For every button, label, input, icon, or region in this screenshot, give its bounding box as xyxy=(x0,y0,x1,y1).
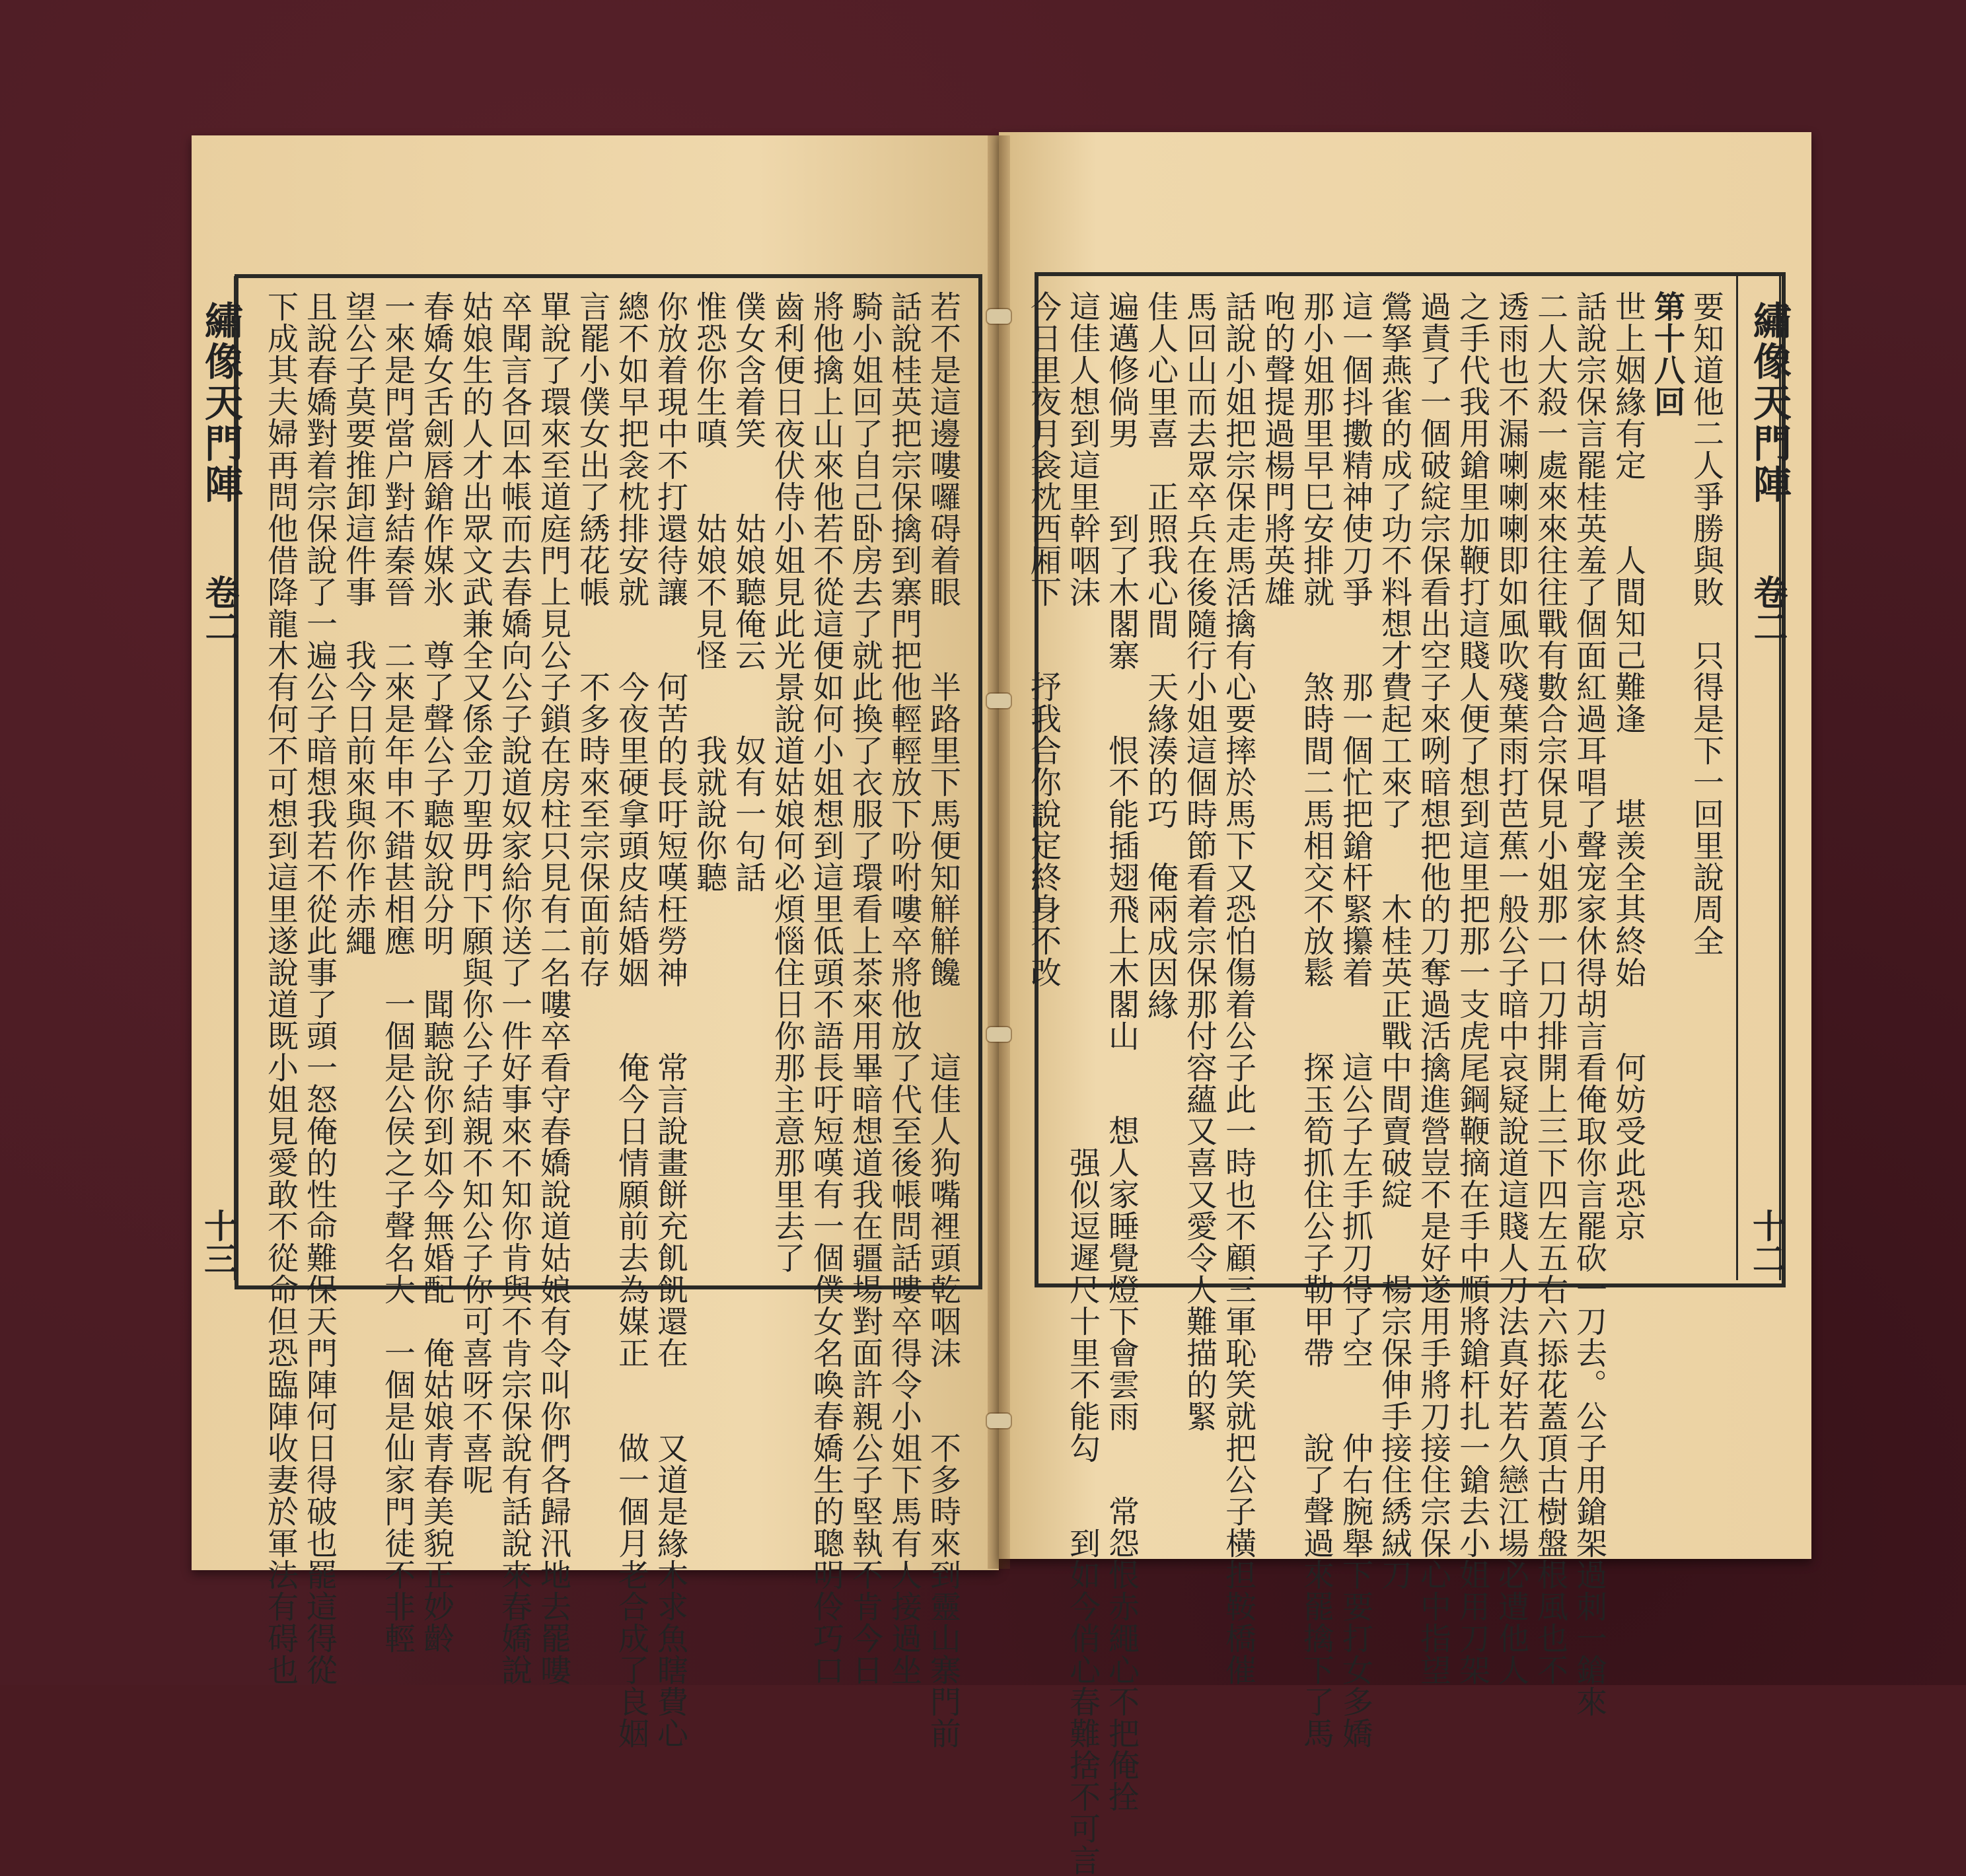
text-column: 話說桂英把宗保擒到寨門把他輕輕放下吩咐嘍卒將他放了代至後帳問話嘍卒得令小姐下馬有人接過坐 xyxy=(886,291,922,1686)
text-column: 透雨也不漏喇喇喇即如風吹殘葉雨打芭蕉一般公子暗中哀疑說道這賤人刀法真好若久戀江場必遭他人 xyxy=(1493,291,1529,1686)
right-page-text xyxy=(1025,291,1726,1876)
right-page-number: 十二 xyxy=(1747,1209,1786,1275)
left-page-text xyxy=(246,291,963,1749)
text-column: 這佳人想到這里幹咽沫 强似逗遲尺十里不能勾 到如今俏心春難捨不可言 xyxy=(1064,291,1101,1876)
text-column: 今日里夜月衾枕西厢下 抒我合你說定終身不改 xyxy=(1025,291,1062,988)
text-column: 若不是這邊嘍囉碍着眼 半路里下馬便知觧觧饞 這佳人狗嘴裡頭乾咽沫 不多時來到靈山寨門前 xyxy=(925,291,961,1749)
text-column: 姑娘生的人才出眾文武兼全又係金刀聖毋門下願與你公子結親不知公子你可喜呀不喜呢 xyxy=(457,291,493,1496)
text-column: 鶯拏燕雀的成了功不料想才費起工來了 木桂英正戰中間賣破綻 楊宗保伸手接住綉絨刀 xyxy=(1376,291,1412,1591)
text-column: 言罷小僕女出了綉花帳 不多時來至宗保面前存 xyxy=(574,291,610,988)
text-column: 之手代我用鎗里加鞭打這賤人便了想到這里把那一支虎尾鋼鞭摘在手中順將鎗杆扎一鎗去小姐用刀架 xyxy=(1454,291,1490,1686)
text-column: 騎小姐回了自己卧房去了就此換了衣服了環看上茶來用畢暗想道我在疆場對面許親公子堅執不肯今日 xyxy=(847,291,883,1686)
text-column: 要知道他二人爭勝與敗 只得是下一回里說周全 xyxy=(1688,291,1724,956)
text-column: 過責了一個破綻宗保看出空子來咧暗想把他的刀奪過活擒進營豈不是好遂用手將刀接住宗保心中指望 xyxy=(1415,291,1451,1686)
text-column: 齒利便日夜伏侍小姐見此光景說道姑娘何必煩惱住日你那主意那里去了 xyxy=(769,291,805,1274)
left-master-title: 繡像天門陣 xyxy=(198,301,243,505)
text-column: 望公子莫要推卸這件事 我今日前來與你作赤繩 xyxy=(340,291,377,956)
text-column: 佳人心里喜 正照我心間 天緣湊的巧 俺兩成因緣 xyxy=(1142,291,1179,1020)
right-volume-label: 卷二 xyxy=(1747,575,1788,643)
text-column: 這一個抖擻精神使刀爭 那一個忙把鎗杆緊攥着 這公子左手抓刀得了空 仲右腕舉下要打女多嬌 xyxy=(1337,291,1373,1749)
text-column: 下成其夫婦再問他借降龍木有何不可想到這里遂說道既小姐見愛敢不從命但恐臨陣收妻於軍法有碍也 xyxy=(262,291,299,1686)
binding-stitch xyxy=(987,1414,1011,1428)
text-column: 且說春嬌對着宗保說了一遍公子暗想我若不從此事了頭一怒俺的性命難保天門陣何日得破也罷這得從 xyxy=(301,291,338,1686)
left-page-number: 十三 xyxy=(199,1209,238,1275)
binding-stitch xyxy=(987,309,1011,324)
text-column: 總不如早把衾枕排安就 今夜里硬拿頭皮結婚姻 俺今日情願前去為媒正 做一個月老合成了良姻 xyxy=(613,291,649,1749)
text-column: 話說宗保言罷桂英羞了個面紅過耳唱了聲宠家休得胡言看俺取你言罷砍一刀去。公子用鎗架過刺一鎗來 xyxy=(1571,291,1607,1717)
right-master-title: 繡像天門陣 xyxy=(1747,301,1792,505)
text-column: 將他擒上山來他若不從這便如何小姐想到這里低頭不語長吁短嘆有一個僕女名喚春嬌生的聰明伶巧口 xyxy=(808,291,844,1686)
text-column: 二人大殺一處來來往往戰有數合宗保見小姐那一口刀排開上三下四左五右六掭花蓋頂古樹盤根風也不 xyxy=(1532,291,1568,1686)
left-volume-label: 卷二 xyxy=(199,575,239,643)
book-spine xyxy=(988,135,1010,1569)
text-column: 卒聞言各回本帳而去春嬌向公子說道奴家給你送了一件好事來不知你肯與不肯宗保說有話說來春嬌說 xyxy=(496,291,532,1686)
text-column: 馬回山而去眾卒兵在後隨行小姐這個時節看着宗保那付容蘊又喜又愛令人難描的緊 xyxy=(1181,291,1218,1432)
text-column: 春嬌女舌劍唇鎗作媒氷 尊了聲公子聽奴說分明 聞聽說你到如今無婚配 俺姑娘青春美貌正妙齡 xyxy=(418,291,455,1654)
binding-stitch xyxy=(987,694,1011,708)
text-column: 話說小姐把宗保走馬活擒有心要摔於馬下又恐怕傷着公子此一時也不顧三軍恥笑就把公子橫担鞍橋催 xyxy=(1220,291,1256,1686)
chapter-heading: 第十八回 xyxy=(1649,291,1685,417)
binding-stitch xyxy=(987,1027,1011,1042)
text-column: 惟恐你生嗔 姑娘不見怪 我就說你聽 xyxy=(691,291,727,893)
text-column: 世上姻緣有定 人間知己難逢 堪羡全其終始 何妨受此恐京 xyxy=(1610,291,1646,1242)
text-column: 你放着現中不打還待讓 何苦的長吁短嘆枉勞神 常言說畫餅充飢飢還在 又道是緣木求魚瞎費心 xyxy=(652,291,688,1749)
text-column: 僕女含着笑 姑娘聽俺云 奴有一句話 xyxy=(730,291,766,893)
text-column: 那小姐那里早巳安排就 煞時間二馬相交不放鬆 探玉筍抓住公子勒甲帶 說了聲過來罷擒下了馬 xyxy=(1298,291,1334,1749)
text-column: 咆的聲提過楊門將英雄 xyxy=(1259,291,1295,608)
text-column: 遍邁修倘男 到了木閣寨 恨不能插翅飛上木閣山 想人家睡覺燈下會雲雨 常怨恨赤繩心不把俺拴 xyxy=(1103,291,1140,1813)
text-column: 單說了環來至道庭門上見公子鎖在房柱只見有二名嘍卒看守春嬌說道姑娘有令叫你們各歸汛地去罷嘍 xyxy=(535,291,571,1686)
text-column: 一來是門當户對結秦晉 二來是年申不錯甚相應 一個是公侯之子聲名大 一個是仙家門徒不非輕 xyxy=(379,291,416,1654)
